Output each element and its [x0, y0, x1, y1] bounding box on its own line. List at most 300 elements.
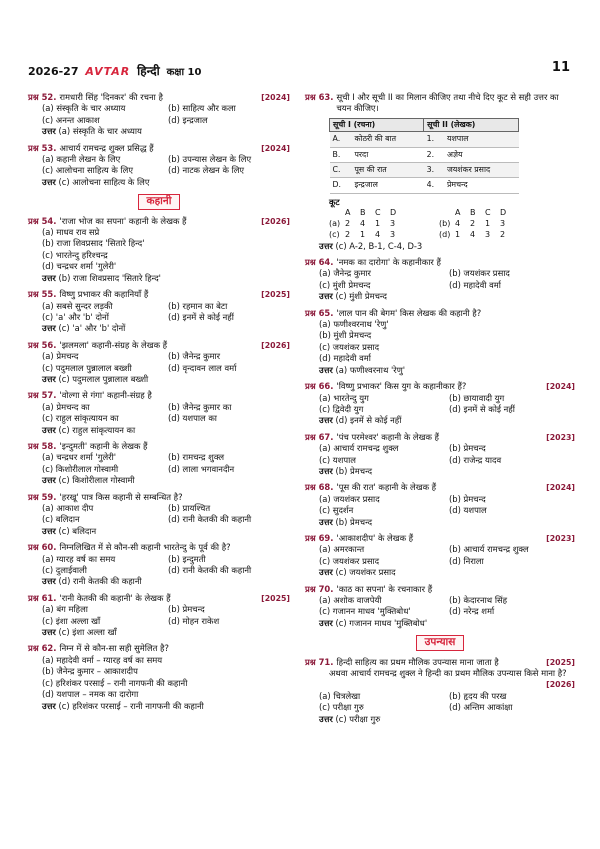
- option: (c) परीक्षा गुरु: [319, 702, 364, 713]
- table-row: [330, 163, 519, 178]
- question-text: रामधारी सिंह 'दिनकर' की रचना है: [59, 92, 163, 102]
- question-header: [28, 390, 290, 401]
- question-item: [305, 432, 575, 478]
- option: (d) इनमें से कोई नहीं: [168, 311, 234, 322]
- code-cell: 3: [485, 229, 491, 239]
- code-head: C: [375, 208, 381, 218]
- option: (c) भारतेन्दु हरिश्चन्द्र: [42, 249, 108, 260]
- question-number: प्रश्न 57.: [28, 390, 57, 401]
- answer-label: उत्तर: [319, 617, 333, 628]
- options-grid: [28, 655, 290, 701]
- question-number: प्रश्न 60.: [28, 542, 57, 553]
- code-head: B: [360, 208, 366, 218]
- answer-text: (b) प्रेमचन्द: [335, 516, 373, 527]
- option: (d) वृन्दावन लाल वर्मा: [168, 362, 237, 373]
- option: (d) इन्द्रजाल: [168, 114, 208, 125]
- code-spacer: [439, 208, 455, 219]
- option: (c) पदुमलाल पुन्नालाल बख्शी: [42, 362, 132, 373]
- code-cell: 4: [470, 229, 476, 239]
- question-header: [28, 593, 290, 604]
- code-cell: (d): [439, 229, 451, 239]
- answer-text: (b) राजा शिवप्रसाद 'सितारे हिन्द': [58, 272, 161, 283]
- question-header: [28, 92, 290, 103]
- option: (a) प्रेमचन्द का: [42, 401, 90, 412]
- question-text: 'वोल्गा से गंगा' कहानी-संग्रह है: [59, 390, 152, 401]
- table-cell: पूस की रात: [351, 163, 423, 178]
- question-number: प्रश्न 68.: [305, 482, 334, 493]
- option: (a) जैनेन्द्र कुमार: [319, 268, 371, 279]
- question-number: प्रश्न 65.: [305, 307, 334, 318]
- option: (b) जैनेन्द्र कुमार का: [168, 401, 232, 412]
- option: (d) मोहन राकेश: [168, 615, 220, 626]
- table-cell: A.: [330, 132, 352, 147]
- code-cell: (b): [439, 219, 451, 229]
- answer-text: (c) परीक्षा गुरु: [335, 713, 381, 724]
- option: (b) प्रायश्चित: [168, 503, 211, 513]
- table-cell: 1.: [424, 132, 444, 147]
- options-grid: [305, 443, 575, 466]
- answer-line: [28, 323, 290, 334]
- option: (a) फणीश्वरनाथ 'रेणु': [319, 319, 389, 330]
- question-number: प्रश्न 59.: [28, 491, 57, 502]
- option: (d) राजेन्द्र यादव: [449, 454, 502, 465]
- question-item: [28, 340, 290, 386]
- option: (c) दुलाईवाली: [42, 565, 87, 576]
- question-text: 'राजा भोज का सपना' कहानी के लेखक हैं: [59, 215, 187, 226]
- answer-label: उत्तर: [42, 176, 56, 187]
- answer-label: उत्तर: [42, 272, 56, 283]
- code-cell: (a): [329, 219, 341, 229]
- header-title: [28, 62, 201, 79]
- options-grid: [305, 595, 575, 618]
- question-header: [28, 643, 290, 654]
- year-badge: [2025]: [261, 593, 290, 603]
- option: (a) महादेवी वर्मा – ग्यारह वर्ष का समय: [42, 654, 163, 665]
- answer-line: [28, 177, 290, 188]
- question-item: [28, 289, 290, 335]
- code-cell: 4: [360, 219, 366, 229]
- question-item: [305, 308, 575, 376]
- option: (d) नरेन्द्र शर्मा: [449, 606, 495, 617]
- table-cell: 4.: [424, 178, 444, 193]
- answer-line: [28, 701, 290, 712]
- option: (c) अनन्त आकाश: [42, 114, 100, 125]
- option: (a) सबसे सुन्दर लड़की: [42, 300, 113, 311]
- answer-line: [28, 576, 290, 587]
- option: (d) अन्तिम आकांक्षा: [449, 702, 513, 713]
- options-grid: [28, 604, 290, 627]
- table-cell: यशपाल: [444, 132, 519, 147]
- answer-line: [28, 526, 290, 537]
- answer-label: उत्तर: [42, 700, 56, 711]
- header-class: कक्षा 10: [166, 67, 202, 78]
- options-grid: [305, 494, 575, 517]
- code-cell: 3: [390, 219, 396, 229]
- options-grid: [28, 402, 290, 425]
- option: (c) 'a' और 'b' दोनों: [42, 311, 109, 322]
- answer-label: उत्तर: [42, 323, 56, 334]
- code-cell: 1: [455, 229, 461, 239]
- question-text: 'नमक का दारोगा' के कहानीकार हैं: [336, 257, 441, 268]
- header-subject: हिन्दी: [137, 64, 160, 78]
- question-item: [28, 492, 290, 538]
- question-item: [28, 593, 290, 639]
- answer-text: (a) फणीश्वरनाथ 'रेणु': [335, 364, 406, 375]
- table-cell: 2.: [424, 147, 444, 162]
- answer-text: (c) राहुल सांकृत्यायन का: [58, 424, 136, 435]
- answer-line: [305, 466, 575, 477]
- question-text: 'हरखू' पात्र किस कहानी से सम्बन्धित है?: [59, 491, 183, 502]
- question-text: 'झलमला' कहानी-संग्रह के लेखक हैं: [59, 339, 168, 350]
- answer-line: [305, 241, 575, 252]
- question-number: प्रश्न 52.: [28, 92, 57, 102]
- answer-line: [28, 475, 290, 486]
- answer-label: उत्तर: [42, 627, 56, 638]
- option: (a) बंग महिला: [42, 604, 88, 615]
- answer-label: उत्तर: [42, 475, 56, 486]
- option: (b) छायावादी युग: [449, 392, 505, 403]
- answer-label: उत्तर: [319, 364, 333, 375]
- code-head: D: [390, 208, 397, 218]
- table-row: [330, 147, 519, 162]
- code-row: [329, 230, 439, 241]
- question-text: निम्नलिखित में से कौन-सी कहानी भारतेन्दु के पूर्व की है?: [59, 542, 231, 553]
- question-text: विष्णु प्रभाकर की कहानियाँ हैं: [59, 289, 149, 300]
- question-number: प्रश्न 64.: [305, 257, 334, 268]
- option: (d) लाला भगवानदीन: [168, 463, 235, 474]
- answer-text: (a) संस्कृति के चार अध्याय: [58, 126, 142, 137]
- options-grid: [28, 503, 290, 526]
- option: (a) जयशंकर प्रसाद: [319, 493, 380, 504]
- option: (c) सुदर्शन: [319, 505, 354, 516]
- option: (b) प्रेमचन्द: [168, 604, 205, 615]
- question-number: प्रश्न 54.: [28, 215, 57, 226]
- option: (b) राजा शिवप्रसाद 'सितारे हिन्द': [42, 238, 145, 249]
- answer-label: उत्तर: [319, 240, 333, 251]
- answer-line: [305, 714, 575, 725]
- answer-text: (c) A-2, B-1, C-4, D-3: [335, 240, 423, 251]
- question-header: [28, 143, 290, 154]
- answer-label: उत्तर: [319, 415, 333, 426]
- answer-label: उत्तर: [42, 576, 56, 587]
- answer-label: उत्तर: [319, 516, 333, 527]
- question-alt-text: अथवा आचार्य रामचन्द्र शुक्ल ने हिन्दी का प्रथम मौलिक उपन्यास किसे माना है?: [329, 668, 567, 679]
- question-number: प्रश्न 62.: [28, 643, 57, 654]
- question-item: [28, 643, 290, 711]
- answer-line: [28, 627, 290, 638]
- code-row: [329, 219, 439, 230]
- section-label: कहानी: [138, 194, 181, 209]
- year-badge: [2024]: [261, 93, 290, 102]
- options-grid: [305, 544, 575, 567]
- question-number: प्रश्न 69.: [305, 532, 334, 543]
- question-item: [305, 657, 575, 725]
- year-badge: [2023]: [546, 432, 575, 442]
- answer-text: (c) बलिदान: [58, 525, 97, 536]
- option: (d) रानी केतकी की कहानी: [168, 514, 252, 525]
- question-text: 'रानी केतकी की कहानी' के लेखक हैं: [59, 592, 171, 603]
- option: (b) उपन्यास लेखन के लिए: [168, 154, 252, 165]
- question-number: प्रश्न 58.: [28, 440, 57, 451]
- table-header: सूची II (लेखक): [424, 118, 519, 131]
- option: (c) मुंशी प्रेमचन्द: [319, 279, 371, 290]
- options-grid: [28, 301, 290, 324]
- option: (b) इन्दुमती: [168, 553, 206, 564]
- option: (b) रहमान का बेटा: [168, 300, 228, 311]
- answer-line: [305, 618, 575, 629]
- question-header: [28, 542, 290, 553]
- option: (a) भारतेन्दु युग: [319, 392, 369, 403]
- question-item: [305, 257, 575, 303]
- year-badge: [2026]: [261, 340, 290, 350]
- options-grid: [28, 227, 290, 273]
- question-text: 'लाल पान की बेगम' किस लेखक की कहानी है?: [336, 307, 482, 318]
- question-header: [28, 216, 290, 227]
- option: (c) बलिदान: [42, 514, 80, 525]
- question-number: प्रश्न 70.: [305, 583, 334, 594]
- header-year: 2026-27: [28, 65, 79, 78]
- answer-text: (c) जयशंकर प्रसाद: [335, 567, 396, 578]
- option: (a) अशोक वाजपेयी: [319, 595, 382, 606]
- answer-label: उत्तर: [42, 126, 56, 137]
- code-head: D: [500, 208, 507, 218]
- answer-text: (d) रानी केतकी की कहानी: [58, 576, 142, 587]
- question-header: [305, 482, 575, 493]
- answer-text: (c) हरिशंकर परसाई – रानी नागफनी की कहानी: [58, 700, 204, 711]
- table-row: [330, 132, 519, 147]
- code-cell: 3: [500, 219, 506, 229]
- answer-label: उत्तर: [42, 525, 56, 536]
- option: (c) राहुल सांकृत्यायन का: [42, 413, 119, 424]
- answer-text: (d) इनमें से कोई नहीं: [335, 415, 402, 426]
- option: (d) नाटक लेखन के लिए: [168, 165, 245, 176]
- year-badge: [2024]: [546, 382, 575, 392]
- code-label: कूट: [329, 196, 340, 207]
- answer-label: उत्तर: [42, 424, 56, 435]
- option: (a) ग्यारह वर्ष का समय: [42, 553, 116, 564]
- code-row: [439, 219, 559, 230]
- option: (b) जैनेन्द्र कुमार – आकाशदीप: [42, 666, 138, 677]
- question-header: [305, 92, 575, 115]
- code-head: B: [470, 208, 476, 218]
- year-badge: [2024]: [546, 483, 575, 493]
- section-heading-novel: [305, 635, 575, 650]
- code-head: A: [345, 208, 351, 218]
- question-header: [305, 257, 575, 268]
- code-cell: 3: [390, 229, 396, 239]
- question-number: प्रश्न 67.: [305, 431, 334, 442]
- option: (a) आचार्य रामचन्द्र शुक्ल: [319, 443, 399, 454]
- table-cell: जयशंकर प्रसाद: [444, 163, 519, 178]
- option: (a) आकाश दीप: [42, 503, 94, 513]
- year-badge: [2025]: [546, 657, 575, 667]
- answer-text: (c) पदुमलाल पुन्नालाल बख्शी: [58, 373, 149, 384]
- table-cell: B.: [330, 147, 352, 162]
- option: (c) जयशंकर प्रसाद: [319, 341, 380, 352]
- option: (b) केदारनाथ सिंह: [449, 595, 508, 606]
- options-grid: [305, 393, 575, 416]
- question-text: हिन्दी साहित्य का प्रथम मौलिक उपन्यास माना जाता है: [336, 656, 499, 667]
- option: (d) यशपाल: [449, 505, 487, 516]
- option: (c) किशोरीलाल गोस्वामी: [42, 463, 119, 474]
- question-number: प्रश्न 61.: [28, 592, 57, 603]
- question-item: [305, 482, 575, 528]
- question-number: प्रश्न 63.: [305, 92, 334, 102]
- answer-line: [305, 291, 575, 302]
- answer-line: [28, 374, 290, 385]
- option: (a) चित्रलेखा: [319, 690, 361, 701]
- code-header-row: [439, 208, 559, 219]
- options-grid: [28, 154, 290, 177]
- option: (d) यशपाल – नमक का दारोगा: [42, 689, 139, 700]
- question-header: [305, 308, 575, 319]
- answer-line: [305, 517, 575, 528]
- options-grid: [305, 268, 575, 291]
- table-cell: अज्ञेय: [444, 147, 519, 162]
- question-header: [28, 340, 290, 351]
- code-cell: 4: [375, 229, 381, 239]
- question-item: [28, 542, 290, 588]
- question-number: प्रश्न 56.: [28, 339, 57, 350]
- option: (d) महादेवी वर्मा: [449, 279, 501, 290]
- question-item: [28, 143, 290, 189]
- code-spacer: [329, 208, 345, 219]
- option: (c) जयशंकर प्रसाद: [319, 555, 380, 566]
- question-text: 'आकाशदीप' के लेखक हैं: [336, 532, 414, 543]
- question-number: प्रश्न 55.: [28, 289, 57, 300]
- left-column: [28, 92, 290, 717]
- question-item: [28, 441, 290, 487]
- answer-line: [28, 273, 290, 284]
- question-header: [28, 492, 290, 503]
- options-grid: [28, 452, 290, 475]
- option: (b) प्रेमचन्द: [449, 443, 486, 454]
- question-text: 'इन्दुमती' कहानी के लेखक हैं: [59, 440, 148, 451]
- option: (b) आचार्य रामचन्द्र शुक्ल: [449, 544, 529, 555]
- option: (d) यशपाल का: [168, 413, 217, 424]
- option: (b) जयशंकर प्रसाद: [449, 268, 510, 279]
- question-item: [28, 92, 290, 138]
- answer-text: (c) 'a' और 'b' दोनों: [58, 323, 126, 334]
- page-number: 11: [551, 60, 570, 75]
- question-text: निम्न में से कौन-सा सही सुमेलित है?: [59, 643, 169, 654]
- year-badge: [2025]: [261, 290, 290, 300]
- right-column: [305, 92, 575, 730]
- option: (a) अमरकान्त: [319, 544, 365, 555]
- code-cell: 1: [485, 219, 491, 229]
- question-text: 'विष्णु प्रभाकर' किस युग के कहानीकार हैं?: [336, 381, 467, 392]
- question-header: [305, 381, 575, 392]
- table-cell: C.: [330, 163, 352, 178]
- year-badge: [2026]: [546, 680, 575, 690]
- answer-line: [28, 425, 290, 436]
- option: (c) इंशा अल्ला खाँ: [42, 615, 101, 626]
- question-text: 'काठ का सपना' के रचनाकार हैं: [336, 583, 433, 594]
- section-label: उपन्यास: [416, 635, 465, 650]
- year-badge: [2026]: [261, 216, 290, 226]
- options-grid: [305, 691, 575, 714]
- code-cell: (c): [329, 229, 340, 239]
- table-cell: प्रेमचन्द: [444, 178, 519, 193]
- answer-line: [305, 415, 575, 426]
- answer-label: उत्तर: [42, 373, 56, 384]
- table-cell: कोठरी की बात: [351, 132, 423, 147]
- question-header: [28, 289, 290, 300]
- options-grid: [28, 103, 290, 126]
- question-header: [28, 441, 290, 452]
- options-grid: [28, 554, 290, 577]
- answer-text: (c) गजानन माधव 'मुक्तिबोध': [335, 617, 428, 628]
- question-item: [28, 216, 290, 284]
- answer-label: उत्तर: [319, 567, 333, 578]
- code-grid: [305, 208, 575, 240]
- page-header: [0, 0, 600, 88]
- code-row: [439, 230, 559, 241]
- question-number: प्रश्न 66.: [305, 381, 334, 392]
- code-cell: 2: [500, 229, 506, 239]
- answer-line: [305, 365, 575, 376]
- code-header-row: [329, 208, 439, 219]
- answer-label: उत्तर: [319, 465, 333, 476]
- answer-text: (b) प्रेमचन्द: [335, 465, 373, 476]
- code-cell: 2: [470, 219, 476, 229]
- option: (a) संस्कृति के चार अध्याय: [42, 103, 126, 114]
- question-number: प्रश्न 53.: [28, 142, 57, 153]
- question-text: 'पूस की रात' कहानी के लेखक हैं: [336, 482, 437, 493]
- code-head: A: [455, 208, 461, 218]
- question-item: [305, 381, 575, 427]
- option: (c) गजानन माधव 'मुक्तिबोध': [319, 606, 411, 617]
- question-item: [305, 533, 575, 579]
- answer-text: (c) आलोचना साहित्य के लिए: [58, 176, 150, 187]
- option: (d) चन्द्रधर शर्मा 'गुलेरी': [42, 261, 117, 272]
- answer-line: [305, 567, 575, 578]
- match-table: [329, 118, 519, 194]
- option: (c) हरिशंकर परसाई – रानी नागफनी की कहानी: [42, 677, 188, 688]
- table-cell: परदा: [351, 147, 423, 162]
- code-cell: 1: [360, 229, 366, 239]
- answer-text: (c) इंशा अल्ला खाँ: [58, 627, 117, 638]
- table-header: सूची I (रचना): [330, 118, 424, 131]
- table-cell: D.: [330, 178, 352, 193]
- question-item: [28, 390, 290, 436]
- option: (c) द्विवेदी युग: [319, 403, 364, 414]
- year-badge: [2023]: [546, 533, 575, 543]
- brand-logo: AVTAR: [85, 65, 131, 78]
- option: (a) प्रेमचन्द: [42, 351, 79, 362]
- question-header: [305, 533, 575, 544]
- question-number: प्रश्न 71.: [305, 656, 334, 667]
- question-item: [305, 92, 575, 252]
- option: (d) इनमें से कोई नहीं: [449, 403, 515, 414]
- year-badge: [2024]: [261, 143, 290, 153]
- option: (b) साहित्य और कला: [168, 103, 236, 114]
- option: (b) हृदय की परख: [449, 690, 507, 701]
- option: (b) प्रेमचन्द: [449, 493, 486, 504]
- option: (b) रामचन्द्र शुक्ल: [168, 452, 225, 463]
- answer-text: (c) किशोरीलाल गोस्वामी: [58, 475, 135, 486]
- code-head: C: [485, 208, 491, 218]
- question-text: 'पंच परमेश्वर' कहानी के लेखक हैं: [336, 431, 439, 442]
- table-cell: इन्द्रजाल: [351, 178, 423, 193]
- code-cell: 2: [345, 219, 351, 229]
- question-header: [305, 657, 575, 668]
- code-cell: 2: [345, 229, 351, 239]
- code-cell: 1: [375, 219, 381, 229]
- option: (b) मुंशी प्रेमचन्द: [319, 330, 372, 341]
- option: (a) कहानी लेखन के लिए: [42, 154, 121, 165]
- question-item: [305, 584, 575, 630]
